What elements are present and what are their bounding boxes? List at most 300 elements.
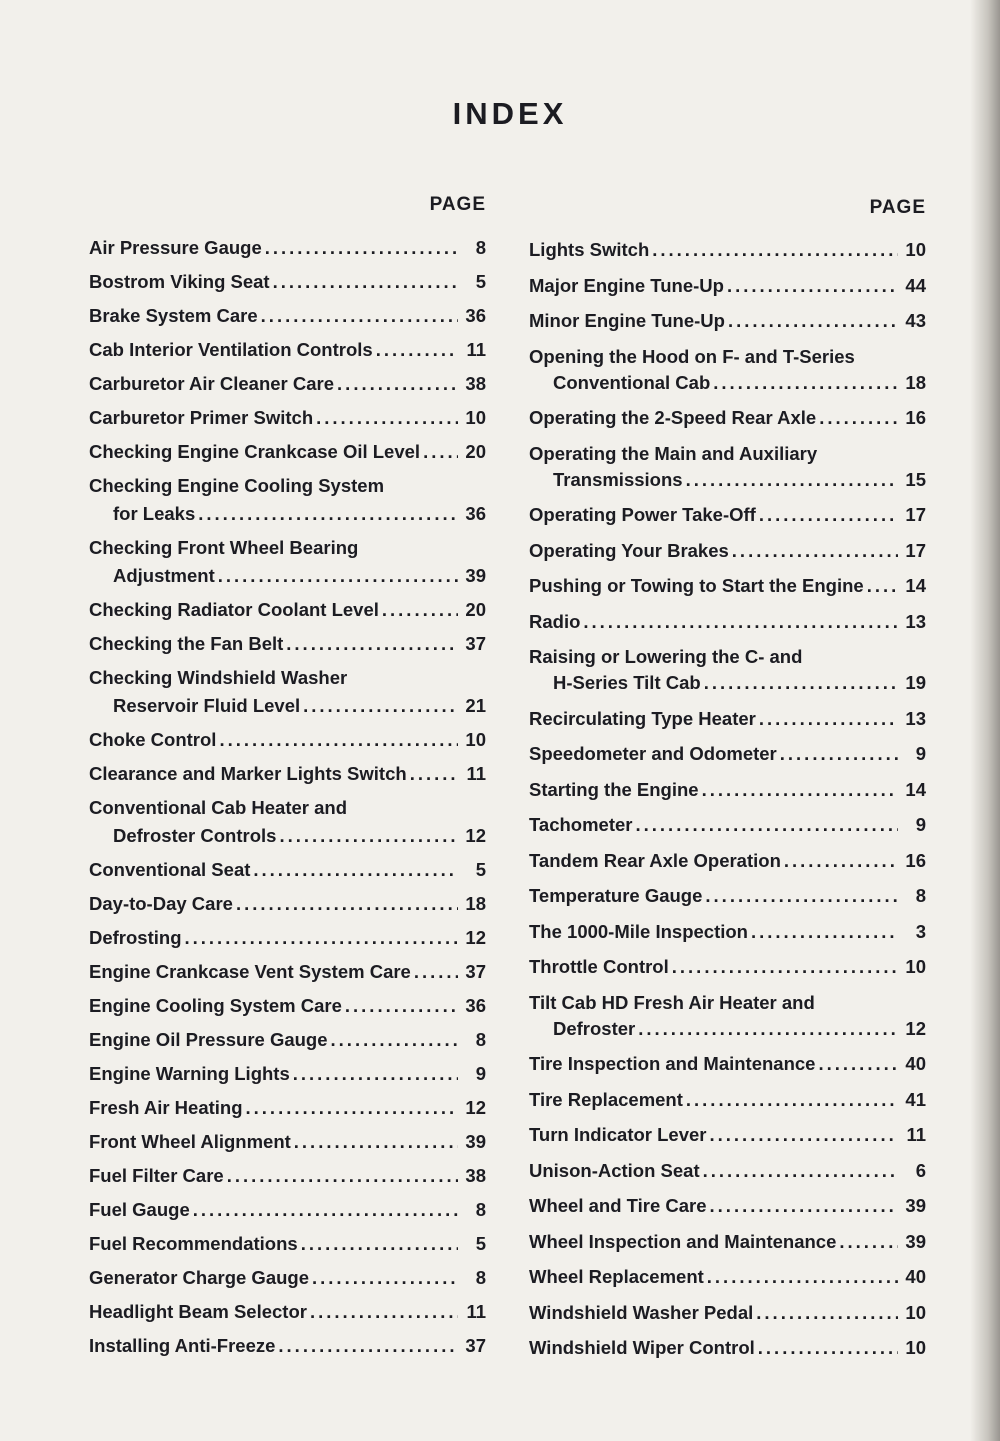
index-entry-line — [89, 534, 486, 562]
index-entry-label: Temperature Gauge — [529, 885, 703, 906]
dot-leader — [301, 1230, 458, 1258]
index-entry-label: Engine Oil Pressure Gauge — [89, 1029, 328, 1050]
index-entry-page: 21 — [465, 695, 486, 716]
index-entry — [529, 848, 926, 884]
index-entry — [529, 538, 926, 574]
index-entry-label: Fuel Gauge — [89, 1199, 190, 1220]
index-entry-line — [529, 1193, 926, 1219]
index-entry-page: 38 — [465, 1165, 486, 1186]
index-entry-line — [89, 1298, 486, 1326]
dot-leader — [294, 1128, 458, 1156]
index-entry-page: 40 — [905, 1266, 926, 1287]
index-entry-label: Cab Interior Ventilation Controls — [89, 339, 373, 360]
dot-leader — [784, 848, 898, 874]
index-entry-page: 9 — [915, 743, 926, 764]
index-entry-line — [529, 237, 926, 263]
index-entry-label: Air Pressure Gauge — [89, 237, 262, 258]
index-entry-page: 39 — [905, 1195, 926, 1216]
index-entry-line — [89, 630, 486, 658]
index-entry-label: Tilt Cab HD Fresh Air Heater and — [529, 991, 815, 1013]
index-entry-line — [89, 794, 486, 822]
index-entry-label: Windshield Wiper Control — [529, 1337, 755, 1358]
index-entry-label: Carburetor Air Cleaner Care — [89, 373, 335, 394]
index-entry-page: 38 — [465, 373, 486, 394]
index-entry — [89, 1060, 486, 1094]
index-entry-label: Operating the 2-Speed Rear Axle — [529, 407, 817, 428]
index-entry-label: Starting the Engine — [529, 778, 699, 800]
index-entry-line — [89, 472, 486, 500]
index-entry — [529, 237, 926, 273]
index-entry — [529, 1300, 926, 1336]
index-entry — [89, 924, 486, 958]
dot-leader — [382, 596, 458, 624]
index-entry — [89, 336, 486, 370]
dot-leader — [414, 958, 458, 986]
index-entry — [529, 405, 926, 441]
index-entry-page: 17 — [905, 539, 926, 561]
index-entry — [89, 234, 486, 268]
index-entry-page: 10 — [905, 956, 926, 977]
dot-leader — [713, 370, 898, 396]
index-entry-line — [529, 919, 926, 945]
index-entry — [529, 441, 926, 503]
dot-leader — [756, 1300, 898, 1326]
index-entry-line — [89, 268, 486, 296]
dot-leader — [286, 630, 458, 658]
index-entry-page: 5 — [475, 271, 486, 292]
index-entry-line — [89, 760, 486, 788]
index-entry — [89, 404, 486, 438]
index-entry-label: Speedometer and Odometer — [529, 743, 777, 764]
index-entry-page: 20 — [465, 599, 486, 620]
index-entry — [529, 883, 926, 919]
index-entry — [89, 794, 486, 856]
index-entry-line — [89, 664, 486, 692]
index-entry-page: 6 — [915, 1159, 926, 1181]
index-entry — [89, 268, 486, 302]
index-entry — [529, 308, 926, 344]
index-entry-page: 37 — [465, 633, 486, 654]
index-entry-page: 36 — [465, 503, 486, 524]
index-entry-label: Headlight Beam Selector — [89, 1301, 307, 1322]
index-entry-label: Conventional Seat — [89, 859, 251, 880]
index-entry-line — [89, 438, 486, 466]
index-entry-page: 14 — [905, 778, 926, 800]
dot-leader — [707, 1264, 898, 1290]
index-entry-label: Front Wheel Alignment — [89, 1131, 291, 1152]
index-entry-line — [529, 370, 926, 396]
index-entry-label: Pushing or Towing to Start the Engine — [529, 575, 864, 596]
index-entry-line — [89, 234, 486, 262]
page-title: INDEX — [452, 96, 568, 131]
index-entry-label: Windshield Washer Pedal — [529, 1301, 754, 1323]
index-entry-label: Transmissions — [553, 468, 683, 490]
dot-leader — [686, 467, 898, 493]
dot-leader — [193, 1196, 458, 1224]
dot-leader — [759, 706, 898, 732]
index-entry-label: Checking Engine Cooling System — [89, 475, 385, 496]
index-entry-page: 8 — [475, 1199, 486, 1220]
index-entry-page: 18 — [465, 893, 486, 914]
index-entry-page: 9 — [915, 814, 926, 835]
index-entry-line — [529, 848, 926, 874]
index-entry-label: Defroster Controls — [113, 825, 277, 846]
index-entry — [529, 644, 926, 706]
index-entry-line — [89, 404, 486, 432]
index-entry-page: 10 — [465, 407, 486, 428]
dot-leader — [331, 1026, 458, 1054]
index-column-right — [529, 197, 926, 1371]
index-entry-line — [529, 1016, 926, 1042]
index-entry-line — [529, 609, 926, 635]
index-entry-line — [529, 1051, 926, 1077]
index-entry-label: Checking Engine Crankcase Oil Level — [89, 441, 421, 462]
index-entry-page: 12 — [465, 825, 486, 846]
index-entry — [529, 1087, 926, 1123]
index-entry-label: Wheel and Tire Care — [529, 1195, 707, 1216]
index-entry — [529, 344, 926, 406]
dot-leader — [732, 538, 898, 564]
index-entry — [529, 1158, 926, 1194]
index-entry-line — [529, 644, 926, 670]
index-entry — [89, 958, 486, 992]
index-entry — [529, 990, 926, 1052]
index-entry-label: Generator Charge Gauge — [89, 1267, 310, 1288]
dot-leader — [345, 992, 458, 1020]
dot-leader — [410, 760, 458, 788]
index-entry-page: 12 — [905, 1017, 926, 1039]
index-entry-label: Checking the Fan Belt — [89, 633, 284, 654]
index-entry-label: Recirculating Type Heater — [529, 707, 756, 729]
index-entry-page: 20 — [465, 441, 486, 462]
index-entry — [529, 1051, 926, 1087]
index-entry-line — [529, 1087, 926, 1113]
index-entry-line — [89, 336, 486, 364]
dot-leader — [246, 1094, 458, 1122]
dot-leader — [867, 573, 898, 599]
index-entry-label: Operating the Main and Auxiliary — [529, 442, 818, 464]
index-entry-label: Wheel Replacement — [529, 1266, 704, 1287]
index-entry — [529, 706, 926, 742]
dot-leader — [312, 1264, 458, 1292]
index-entry-page: 18 — [905, 371, 926, 393]
index-entry-line — [89, 1332, 486, 1360]
index-entry-line — [89, 370, 486, 398]
index-entry-line — [89, 1060, 486, 1088]
index-entry-label: Adjustment — [113, 565, 215, 586]
index-entry-page: 12 — [465, 1097, 486, 1118]
dot-leader — [185, 924, 459, 952]
index-entry-label: Engine Cooling System Care — [89, 995, 342, 1016]
index-entry-label: Tachometer — [529, 814, 633, 835]
index-entry-label: Defrosting — [89, 927, 182, 948]
index-entry-label: Conventional Cab — [553, 371, 711, 393]
index-entry — [89, 890, 486, 924]
index-entry-page: 12 — [465, 927, 486, 948]
dot-leader — [780, 741, 898, 767]
index-entry-page: 8 — [475, 1267, 486, 1288]
dot-leader — [316, 404, 458, 432]
index-entry-line — [89, 822, 486, 850]
index-entry-label: Bostrom Viking Seat — [89, 271, 270, 292]
dot-leader — [583, 609, 898, 635]
index-entry — [529, 1229, 926, 1265]
index-entry — [89, 630, 486, 664]
dot-leader — [686, 1087, 898, 1113]
index-entry-page: 37 — [465, 1335, 486, 1356]
index-entry-label: Reservoir Fluid Level — [113, 695, 301, 716]
index-entry-label: Wheel Inspection and Maintenance — [529, 1230, 837, 1252]
index-entry — [529, 741, 926, 777]
index-entry-page: 16 — [905, 849, 926, 871]
index-entry-line — [89, 302, 486, 330]
index-entry-line — [529, 883, 926, 909]
index-entry — [89, 1094, 486, 1128]
index-entry — [529, 812, 926, 848]
index-entry-line — [89, 500, 486, 528]
index-entry-line — [529, 706, 926, 732]
index-entry-label: Major Engine Tune-Up — [529, 274, 724, 296]
index-entry — [89, 1230, 486, 1264]
index-entry-label: Operating Power Take-Off — [529, 504, 756, 525]
index-entry-page: 3 — [915, 920, 926, 942]
index-entry-label: Carburetor Primer Switch — [89, 407, 314, 428]
index-entry-label: The 1000-Mile Inspection — [529, 920, 748, 942]
index-entry — [89, 726, 486, 760]
index-entry — [89, 1162, 486, 1196]
dot-leader — [265, 234, 458, 262]
index-entry-line — [529, 1229, 926, 1255]
dot-leader — [758, 1335, 898, 1361]
index-entry-label: Lights Switch — [529, 239, 650, 260]
index-entry — [529, 919, 926, 955]
dot-leader — [638, 1016, 898, 1042]
dot-leader — [727, 273, 898, 299]
index-entry — [89, 1298, 486, 1332]
index-entry-label: for Leaks — [113, 503, 196, 524]
index-entry-page: 43 — [905, 310, 926, 331]
index-entry-page: 37 — [465, 961, 486, 982]
index-entry-page: 10 — [465, 729, 486, 750]
index-entry-line — [529, 670, 926, 696]
index-entry-line — [529, 954, 926, 980]
index-entry-line — [89, 1026, 486, 1054]
index-entry-line — [529, 1158, 926, 1184]
dot-leader — [253, 856, 458, 884]
dot-leader — [704, 670, 898, 696]
dot-leader — [672, 954, 898, 980]
dot-leader — [710, 1122, 899, 1148]
index-entry — [89, 664, 486, 726]
dot-leader — [376, 336, 458, 364]
index-entry-label: Turn Indicator Lever — [529, 1124, 707, 1145]
index-column-left — [89, 194, 486, 1366]
index-entry-page: 11 — [466, 763, 486, 784]
index-entry-label: Minor Engine Tune-Up — [529, 310, 725, 331]
index-entry-line — [529, 502, 926, 528]
index-entry-label: Tire Inspection and Maintenance — [529, 1053, 816, 1074]
index-entry-page: 5 — [475, 1233, 486, 1254]
index-entry-page: 9 — [475, 1063, 486, 1084]
dot-leader — [751, 919, 898, 945]
index-entry-line — [529, 573, 926, 599]
index-entry — [89, 472, 486, 534]
dot-leader — [703, 1158, 898, 1184]
index-entry — [89, 1196, 486, 1230]
index-entry — [89, 1264, 486, 1298]
index-entry — [89, 1128, 486, 1162]
index-entry-line — [529, 741, 926, 767]
index-entry-page: 14 — [905, 575, 926, 596]
index-entry-line — [529, 1300, 926, 1326]
index-entry-line — [529, 344, 926, 370]
page-edge-shadow — [970, 0, 1000, 1441]
index-entry — [89, 1026, 486, 1060]
index-entry — [529, 954, 926, 990]
index-entry-page: 19 — [905, 672, 926, 693]
index-entry-line — [89, 1094, 486, 1122]
dot-leader — [218, 562, 458, 590]
index-entry-line — [89, 562, 486, 590]
index-entry-label: Engine Warning Lights — [89, 1063, 290, 1084]
index-entry-line — [529, 777, 926, 803]
dot-leader — [261, 302, 458, 330]
index-entry-line — [89, 692, 486, 720]
index-entry-page: 17 — [905, 504, 926, 525]
index-entry-label: Clearance and Marker Lights Switch — [89, 763, 407, 784]
index-entry-line — [89, 1230, 486, 1258]
index-entry — [529, 1264, 926, 1300]
index-entry-line — [89, 726, 486, 754]
index-entry-line — [89, 596, 486, 624]
dot-leader — [636, 812, 899, 838]
index-entry — [529, 573, 926, 609]
index-entry-page: 10 — [905, 1337, 926, 1358]
index-entry — [89, 856, 486, 890]
index-entry — [89, 534, 486, 596]
dot-leader — [818, 1051, 898, 1077]
index-entry-page: 39 — [905, 1230, 926, 1252]
page-column-header: PAGE — [869, 197, 926, 218]
index-entry-line — [89, 958, 486, 986]
dot-leader — [310, 1298, 458, 1326]
index-entry-page: 36 — [465, 995, 486, 1016]
index-entry-line — [529, 1264, 926, 1290]
dot-leader — [759, 502, 898, 528]
index-entry — [529, 609, 926, 645]
index-entry-line — [529, 273, 926, 299]
index-entry-line — [529, 1335, 926, 1361]
dot-leader — [839, 1229, 898, 1255]
index-entry-label: H-Series Tilt Cab — [553, 672, 701, 693]
dot-leader — [710, 1193, 898, 1219]
index-entry-page: 40 — [905, 1053, 926, 1074]
page-column-header: PAGE — [429, 194, 486, 215]
dot-leader — [819, 405, 898, 431]
dot-leader — [337, 370, 458, 398]
index-entry-label: Fresh Air Heating — [89, 1097, 243, 1118]
index-entry-label: Engine Crankcase Vent System Care — [89, 961, 411, 982]
index-entry — [529, 273, 926, 309]
index-entry-page: 13 — [905, 610, 926, 632]
index-entry-page: 5 — [475, 859, 486, 880]
index-entry — [89, 370, 486, 404]
index-entry-line — [89, 924, 486, 952]
index-entry-label: Checking Radiator Coolant Level — [89, 599, 379, 620]
index-entry-label: Choke Control — [89, 729, 217, 750]
index-entry-label: Opening the Hood on F- and T-Series — [529, 345, 855, 367]
dot-leader — [303, 692, 458, 720]
index-entry-line — [89, 1196, 486, 1224]
index-entry-page: 8 — [475, 237, 486, 258]
index-entry — [89, 1332, 486, 1366]
index-entry — [89, 760, 486, 794]
index-entry-page: 13 — [905, 707, 926, 729]
index-entry-label: Unison-Action Seat — [529, 1159, 700, 1181]
index-entry-label: Operating Your Brakes — [529, 539, 729, 561]
index-entry-label: Installing Anti-Freeze — [89, 1335, 276, 1356]
index-entry-label: Defroster — [553, 1017, 636, 1039]
index-entry-line — [89, 992, 486, 1020]
index-entry-page: 16 — [905, 407, 926, 428]
dot-leader — [293, 1060, 458, 1088]
index-entry-label: Fuel Recommendations — [89, 1233, 298, 1254]
index-entry-line — [529, 1122, 926, 1148]
index-entry — [89, 992, 486, 1026]
dot-leader — [227, 1162, 458, 1190]
index-entry-page: 10 — [905, 239, 926, 260]
index-entry — [529, 1122, 926, 1158]
index-entry-line — [89, 890, 486, 918]
index-entry-line — [89, 1264, 486, 1292]
index-entry-page: 36 — [465, 305, 486, 326]
index-entry — [89, 302, 486, 336]
index-entry-label: Conventional Cab Heater and — [89, 797, 348, 818]
index-entry-line — [89, 1162, 486, 1190]
dot-leader — [705, 883, 898, 909]
index-entry-page: 39 — [465, 565, 486, 586]
dot-leader — [198, 500, 458, 528]
index-entry-line — [529, 441, 926, 467]
index-entry-label: Day-to-Day Care — [89, 893, 233, 914]
dot-leader — [423, 438, 458, 466]
dot-leader — [236, 890, 458, 918]
dot-leader — [278, 1332, 458, 1360]
index-entry — [529, 777, 926, 813]
index-entry-line — [529, 538, 926, 564]
index-entry-label: Brake System Care — [89, 305, 258, 326]
index-entry-page: 39 — [465, 1131, 486, 1152]
index-entry-line — [89, 1128, 486, 1156]
dot-leader — [273, 268, 458, 296]
index-entry — [529, 1193, 926, 1229]
dot-leader — [219, 726, 458, 754]
dot-leader — [728, 308, 898, 334]
dot-leader — [652, 237, 898, 263]
index-entry-line — [529, 812, 926, 838]
index-entry-page: 8 — [475, 1029, 486, 1050]
index-entry-label: Checking Windshield Washer — [89, 667, 348, 688]
index-entry-page: 11 — [906, 1124, 926, 1145]
index-entry-line — [529, 308, 926, 334]
index-entry-page: 10 — [905, 1301, 926, 1323]
dot-leader — [702, 777, 898, 803]
index-entry-page: 41 — [905, 1088, 926, 1110]
dot-leader — [279, 822, 458, 850]
index-entry-line — [529, 467, 926, 493]
index-entry-page: 15 — [905, 468, 926, 490]
index-entry-label: Tire Replacement — [529, 1088, 683, 1110]
